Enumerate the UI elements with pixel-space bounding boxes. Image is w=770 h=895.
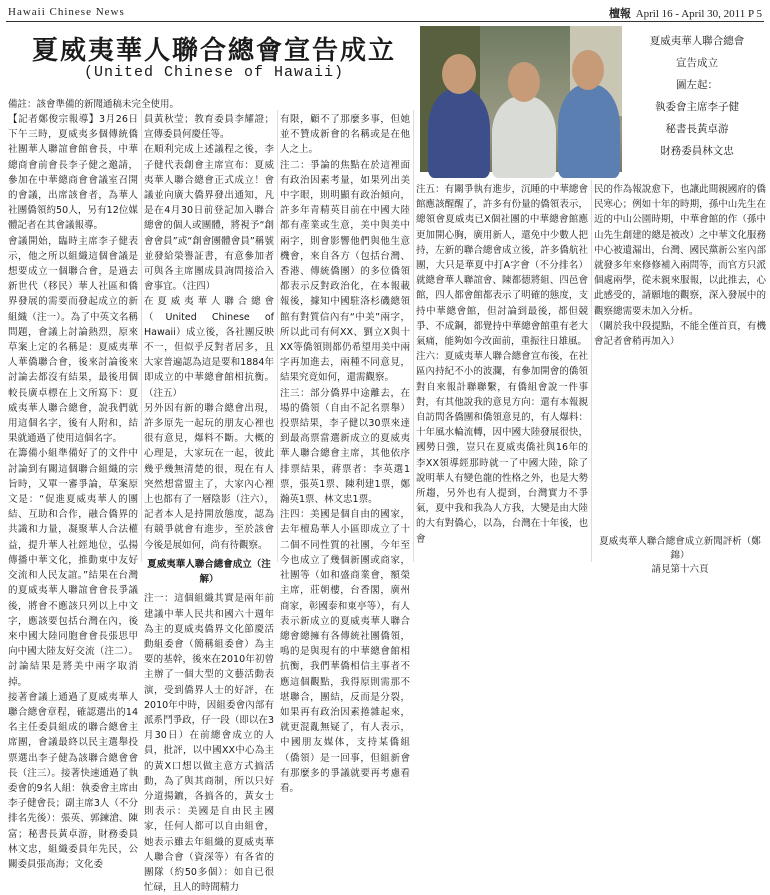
article-column-1 xyxy=(8,112,138,870)
caption-line: 執委會主席李子健 xyxy=(655,101,739,113)
caption-line: 宣告成立 xyxy=(676,57,718,69)
publisher-name: 檀報 xyxy=(608,8,631,20)
article-subtitle: (United Chinese of Hawaii) xyxy=(83,64,345,81)
paragraph: 注四：美國是個自由的國家，去年檀島華人小區即成立了十二個不同性質的社團，今年至今也成立了幾個新團或商家，社團等（如和盛商業會，額榮主席，莊朝樓，台香閣，廣州商家，彰國泰和東亭等），有人表示新成立的夏威夷華人聯合總會總擁有各傳統社團僑領，鳴的是與現有的中華總會館相抗衡，我們華僑相信主事者不應這個觀點，我得原則需那不堪聯合，團結，反而是分裂，如果再有政治因素捲雜起來，就更混亂無疑了，有人表示，中國朋友媒体，支持某僑組（僑領）是一回事，但組新會有那麼多的爭議就要再考慮看看。 xyxy=(280,509,410,794)
article-column-4 xyxy=(416,182,588,562)
photo-caption xyxy=(628,30,766,162)
page-number: P 5 xyxy=(748,8,762,20)
caption-line: 秘書長黃卓游 xyxy=(665,123,729,135)
footer-line: 請見第十六頁 xyxy=(651,564,709,575)
paragraph: 注二：爭論的焦點在於這裡面有政治因素考量，如果列出美中字眼，則明顯有政治傾向，許多年青精英目前在中國大陸都有產業或生意，美中與美中兩字，則會影響他們與他生意機會，來自各方（包括台灣、香港、傳統僑團）的多位僑領都表示反對政治化，在本報載報後，據知中國駐洛杉磯總領館有對質信內有“中美”兩字，所以此司有何XX、劉立X與十XX等僑領則都仍希望用美中兩字再加進去，兩種不同意見，結果究竟如何，還需觀察。 xyxy=(280,159,410,384)
column-divider xyxy=(141,110,142,562)
editor-note: 備註：該會準備的新聞通稿未完全使用。 xyxy=(8,99,180,110)
paragraph: 接著會議上通過了夏威夷華人聯合總會章程，確認選出的14名主任委員組成的聯合總會主席團，會議最終以民主選舉投票選出李子健為該聯合總會會長（注三）。接著快速通過了執委會的9名人組：執委會主席由李子健會長；副主席3人（不分排名先後）：張英、郭鍊滄、陳富；秘書長黃卓游，財務委員林文忠，組織委員年先民，公關委員張高海；文化委 xyxy=(8,691,138,870)
paragraph: 注五：有關爭執有進步，沉睡的中華總會館應該醒醒了，許多有份量的僑領表示，總領會夏威夷已X個社團的中華總會館應更加開心胸，廣用新人，還免中少數人把持，左新的聯合總會成立後，許多僑航社團，大只是華夏中打A字會（不分排名）就總會華人聯誼會、陳都德將組、四邑會館，四人都會館都表示了明確的態度，支持中華總會館，但討論到最後，都但競爭、不成鋼，都覺持中華總會館重有老大氣痛，能夠如今改面前，重振往日雄風。 xyxy=(416,184,588,348)
photo-person-left xyxy=(428,88,490,178)
paragraph: （關於我中段提點，不能全僅首頁，有機會記者會稍再加入） xyxy=(594,320,766,348)
column-divider xyxy=(591,180,592,562)
article-title: 夏威夷華人聯合總會宣告成立 xyxy=(31,36,396,66)
paragraph: 注一：這個組織其實是兩年前建議中華人民共和國六十週年為主的夏威夷僑界文化節慶活動組委會（簡稱組委會）為主要的基幹，後來在2010年初曾主辦了一個大型的文藝活動表演，受到僑界人士的好評，在2010年中時，因組委會內部有派系鬥爭政，仔一段（即以在3月30日）在前總會成立的人員，批評，以中國XX中心為主的黃X口想以做主意方式搞活動，為了與其商制，所以只好分道揚鑣，各搞各的，黃女士則表示：美國是自由民主國家，任何人都可以自由組會，她表示雖去年組織的夏威夷華人聯合會（資深等）有各省的團隊（約50多個）：如自已很忙碌，且人的時間精力 xyxy=(144,593,274,894)
issue-date: April 16 - April 30, 2011 xyxy=(635,8,746,20)
footer-line: 夏威夷華人聯合總會成立新聞評析（鄭錦） xyxy=(599,536,761,561)
group-photo xyxy=(420,26,622,172)
column-divider xyxy=(277,110,278,562)
article-column-5 xyxy=(594,182,766,562)
paragraph: 注六：夏威夷華人聯合總會宣布後，在社區內持紀不小的波瀾，有參加開會的僑領對自來報計聯聯繫，有僑組會說一件事對，有其他說我的意見方向：還有本報親自訪問各僑團和僑領意見的，有人爆料：十年風水輪流轉，因中國大陸發展很快，國勢日強，豈只在夏威夷僑社與16年的李XX領導經那時就一了中國大陸，除了說明華人有變色龍的性格之外，也是大勢所趨，另外也有人提到，台灣實力不爭氣，夏中我和我為人方我，大變是由大陸的大有對僑心，以為，台灣在十年後，也會 xyxy=(416,351,588,545)
footer-reference xyxy=(594,535,766,577)
paragraph: 會議開始，臨時主席李子健表示，他之所以組織這個會議是想要成立一個聯合會，是過去新世代（移民）華人社區和僑界發展的需要而發起成立的新組織（注一）。為了中英文名稱問題，會議上討論熱烈，原來草案上定的名稱是：夏威夷華人華僑聯合會，後來討論後來討論去都沒有結果，最後用個較長廣卓標在上文所寫下：夏威夷華人聯合總會，說我們就用這個名字，後有人附和，結果就通過了使用這個名字。 xyxy=(8,235,138,445)
header-rule xyxy=(6,21,764,22)
caption-line: 財務委員林文忠 xyxy=(660,145,734,157)
caption-line: 圖左起： xyxy=(676,79,718,91)
paragraph: 員黃秋莹；教育委員李耀證；宣傳委員何慶任等。 xyxy=(144,114,274,141)
photo-head-right xyxy=(572,50,604,90)
photo-head-left xyxy=(442,54,476,94)
article-column-2 xyxy=(144,112,274,894)
notes-heading: 夏威夷華人聯合總會成立（注解） xyxy=(147,558,271,586)
article-column-3 xyxy=(280,112,410,794)
paragraph: 注三：部分僑界中途離去，在場的僑領（自由不記名票舉）投票結果，李子健以30票來達到最高票當選新成立的夏威夷華人聯合總會主席，其他依序排票結果，蔣票者：李英選1票，張英1票、陳利建1票，鄭瀚英1票、林文忠1票。 xyxy=(280,387,410,506)
paragraph: 民的作為報說愈下，也讓此間親國府的僑民寒心；例如十年的時期，孫中山先生在近的中山公園時期，中華會館的作（孫中山先生創建的總是被改）之中華文化服務中心被遺漏出，台灣、國民黨新公室內部就發多年來修修補入兩問等，而官方只派個處兩學，從未親來服報，以此推去，心此感受的，請願地的觀察，深入發展中的觀察總需要未加入分析。 xyxy=(594,184,766,317)
newspaper-name: Hawaii Chinese News xyxy=(8,6,125,18)
header-right xyxy=(609,5,762,21)
paragraph: 【記者鄭俊宗報導】3月26日下午三時，夏威夷多個傳統僑社團華人聯誼會館會長，中華總商會前會長李子健之邀請，參加在中華總商會會議室召開的會議，出席該會者，為華人社團僑領約50人，另有12位媒體記者在其會議報導。 xyxy=(8,114,138,232)
photo-head-middle xyxy=(508,62,540,102)
paragraph: 有限，顧不了那麼多事，但她並不贊成新會的名稱或是在他人之上。 xyxy=(280,114,410,156)
column-divider xyxy=(413,110,414,562)
paragraph: 在籌備小組準備好了的文件中討論到有關這個聯合組織的宗旨時，又單一審爭論，草案原文是：“促進夏威夷華人的團結、互助和合作，融合僑界的共識和力量，凝聚華人合法權益，提升華人社經地位，弘揚傳播中華文化，推動東中友好交流和人民友誼。”結果在台灣的夏威夷華人聯誼會會長爭議後，將會不應該只列以上中文字，應該要包括台灣在內，後來中國大陸同胞會會長張思甲向中國大陸友好交流（注二）。討論結果是將美中兩字取消掉。 xyxy=(8,448,138,688)
photo-person-right xyxy=(558,84,620,178)
paragraph: 在夏威夷華人聯合總會（United Chinese of Hawaii）成立後，各社團反映不一，但似乎反對者居多，且大家普遍認為這是要和1884年即成立的中華總會館相抗衡。（注五） xyxy=(144,296,274,399)
caption-line: 夏威夷華人聯合總會 xyxy=(649,35,745,47)
paragraph: 在順利完成上述議程之後，李子健代表創會主席宣布：夏威夷華人聯合總會正式成立！會議並向廣大僑界發出通知，凡是在4月30日前登記加入聯合總會的個人或團體，將視予“創會會員”或“創會團體會員”稱號並發給榮譽証書，有意參加者可與各主席團成員詢問接洽入會事宜。（注四） xyxy=(144,144,274,293)
paragraph: 另外因有新的聯合總會出現，許多原先一起玩的朋友心裡也很有意見，爆料不斷。大概的心理是，大家玩在一起，彼此幾乎幾無清楚的很，現在有人突然想當盟主了，大家內心裡上也都有了一層陰影（注六），記者本人是持開放態度，認為有競爭就會有進步，至於該會今後是展如何，尚有待觀察。 xyxy=(144,402,274,551)
photo-person-middle xyxy=(492,96,556,178)
